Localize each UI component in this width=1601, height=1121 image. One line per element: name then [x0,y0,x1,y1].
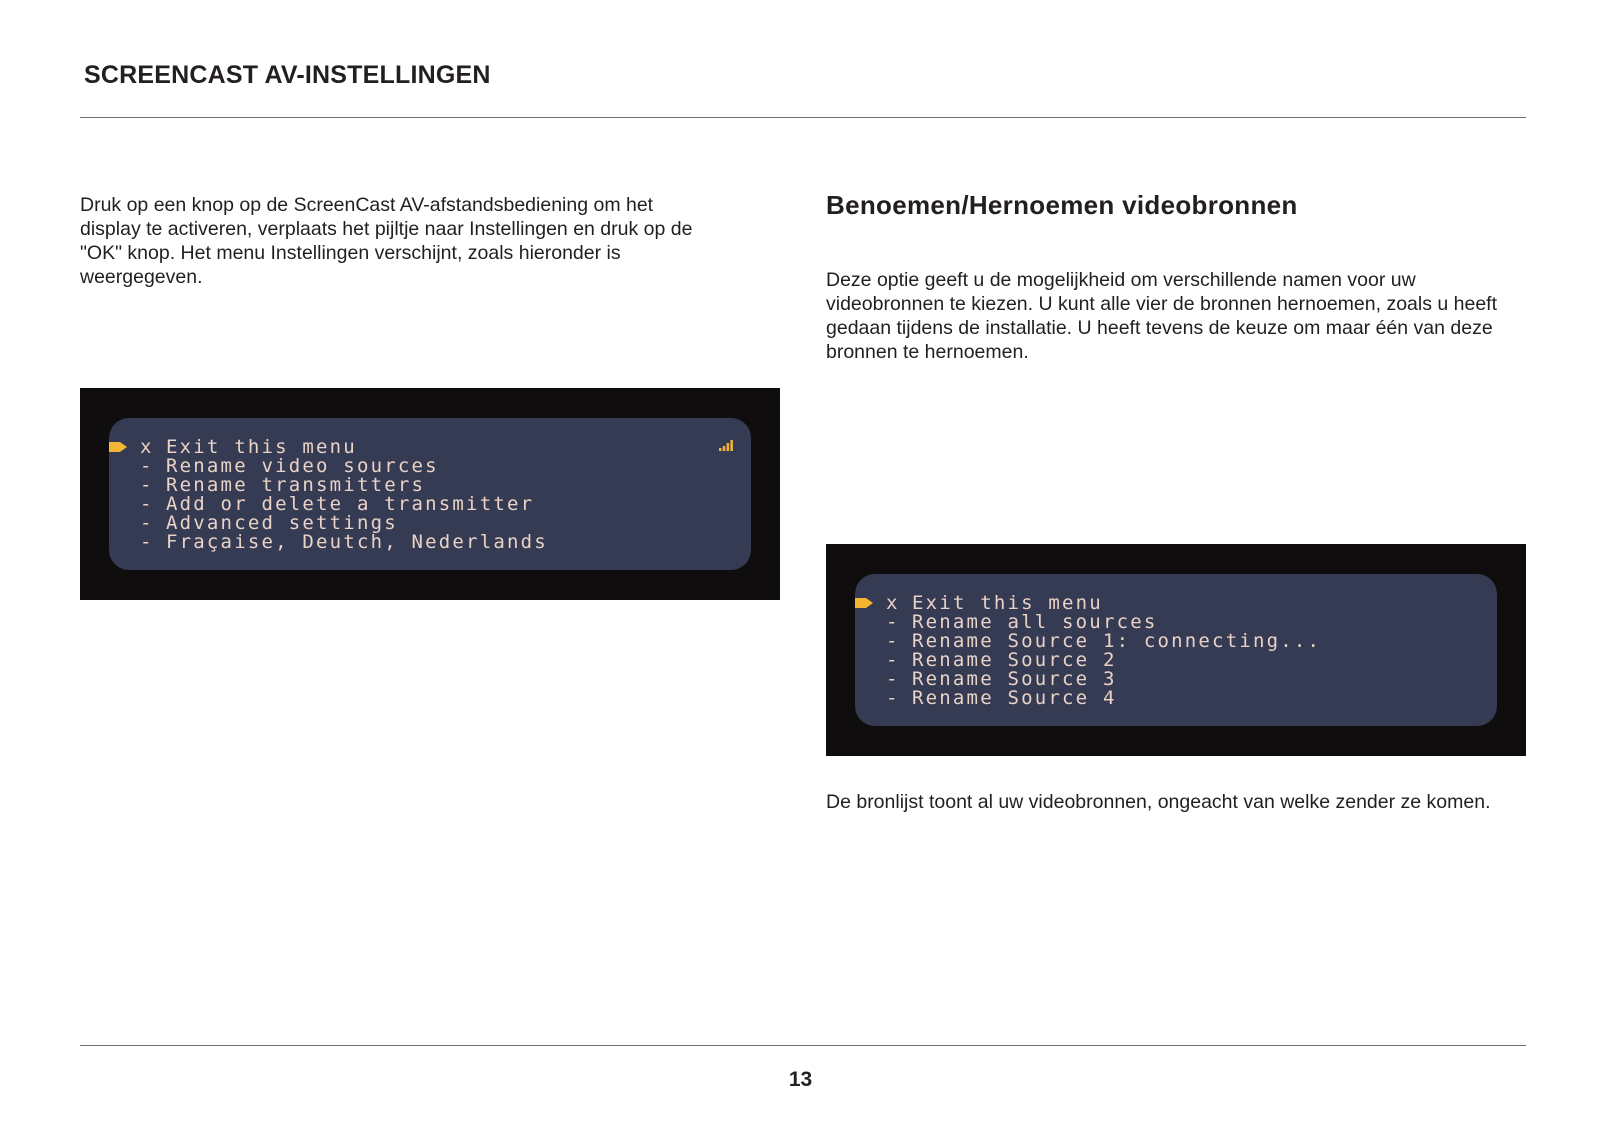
menu-item-rename-all-sources[interactable]: - Rename all sources [886,611,1158,633]
menu-item-exit[interactable]: x Exit this menu [886,592,1103,614]
sources-menu-screen [826,544,1526,756]
menu-item-rename-video-sources[interactable]: - Rename video sources [140,455,439,477]
menu-item-rename-source-1[interactable]: - Rename Source 1: connecting... [886,630,1322,652]
section-description: Deze optie geeft u de mogelijkheid om verschillende namen voor uw videobronnen te kiezen. U kunt alle vier de bronnen hernoemen, zoals u heeft gedaan tijdens de installatie. U heeft tevens de keuze om maar één van deze bronnen te hernoemen. [826,269,1498,363]
settings-menu-panel [109,418,751,570]
signal-strength-icon [719,440,733,451]
menu-item-add-delete-transmitter[interactable]: - Add or delete a transmitter [140,493,535,515]
sources-menu-list [886,594,1321,708]
header-divider [80,117,1526,118]
section-heading: Benoemen/Hernoemen videobronnen [826,190,1298,220]
menu-item-rename-source-4[interactable]: - Rename Source 4 [886,687,1117,709]
menu-item-language[interactable]: - Fraçaise, Deutch, Nederlands [140,531,548,553]
menu-item-rename-source-3[interactable]: - Rename Source 3 [886,668,1117,690]
footer-divider [80,1045,1526,1046]
page-number: 13 [788,1068,813,1091]
menu-item-rename-source-2[interactable]: - Rename Source 2 [886,649,1117,671]
arrow-pointer-icon [855,597,873,609]
settings-menu-list [140,438,548,552]
settings-intro-text: Druk op een knop op de ScreenCast AV-afstandsbediening om het display te activeren, verplaats het pijltje naar Instellingen en druk op de "OK" knop. Het menu Instellingen verschijnt, zoals hieronder is weergegeven. [80,194,693,288]
settings-menu-screen [80,388,780,600]
page-header-title: SCREENCAST AV-INSTELLINGEN [84,61,491,89]
sources-menu-panel [855,574,1497,726]
menu-item-advanced-settings[interactable]: - Advanced settings [140,512,398,534]
source-list-note: De bronlijst toont al uw videobronnen, ongeacht van welke zender ze komen. [826,791,1491,813]
arrow-pointer-icon [109,441,127,453]
menu-item-rename-transmitters[interactable]: - Rename transmitters [140,474,426,496]
menu-item-exit[interactable]: x Exit this menu [140,436,357,458]
